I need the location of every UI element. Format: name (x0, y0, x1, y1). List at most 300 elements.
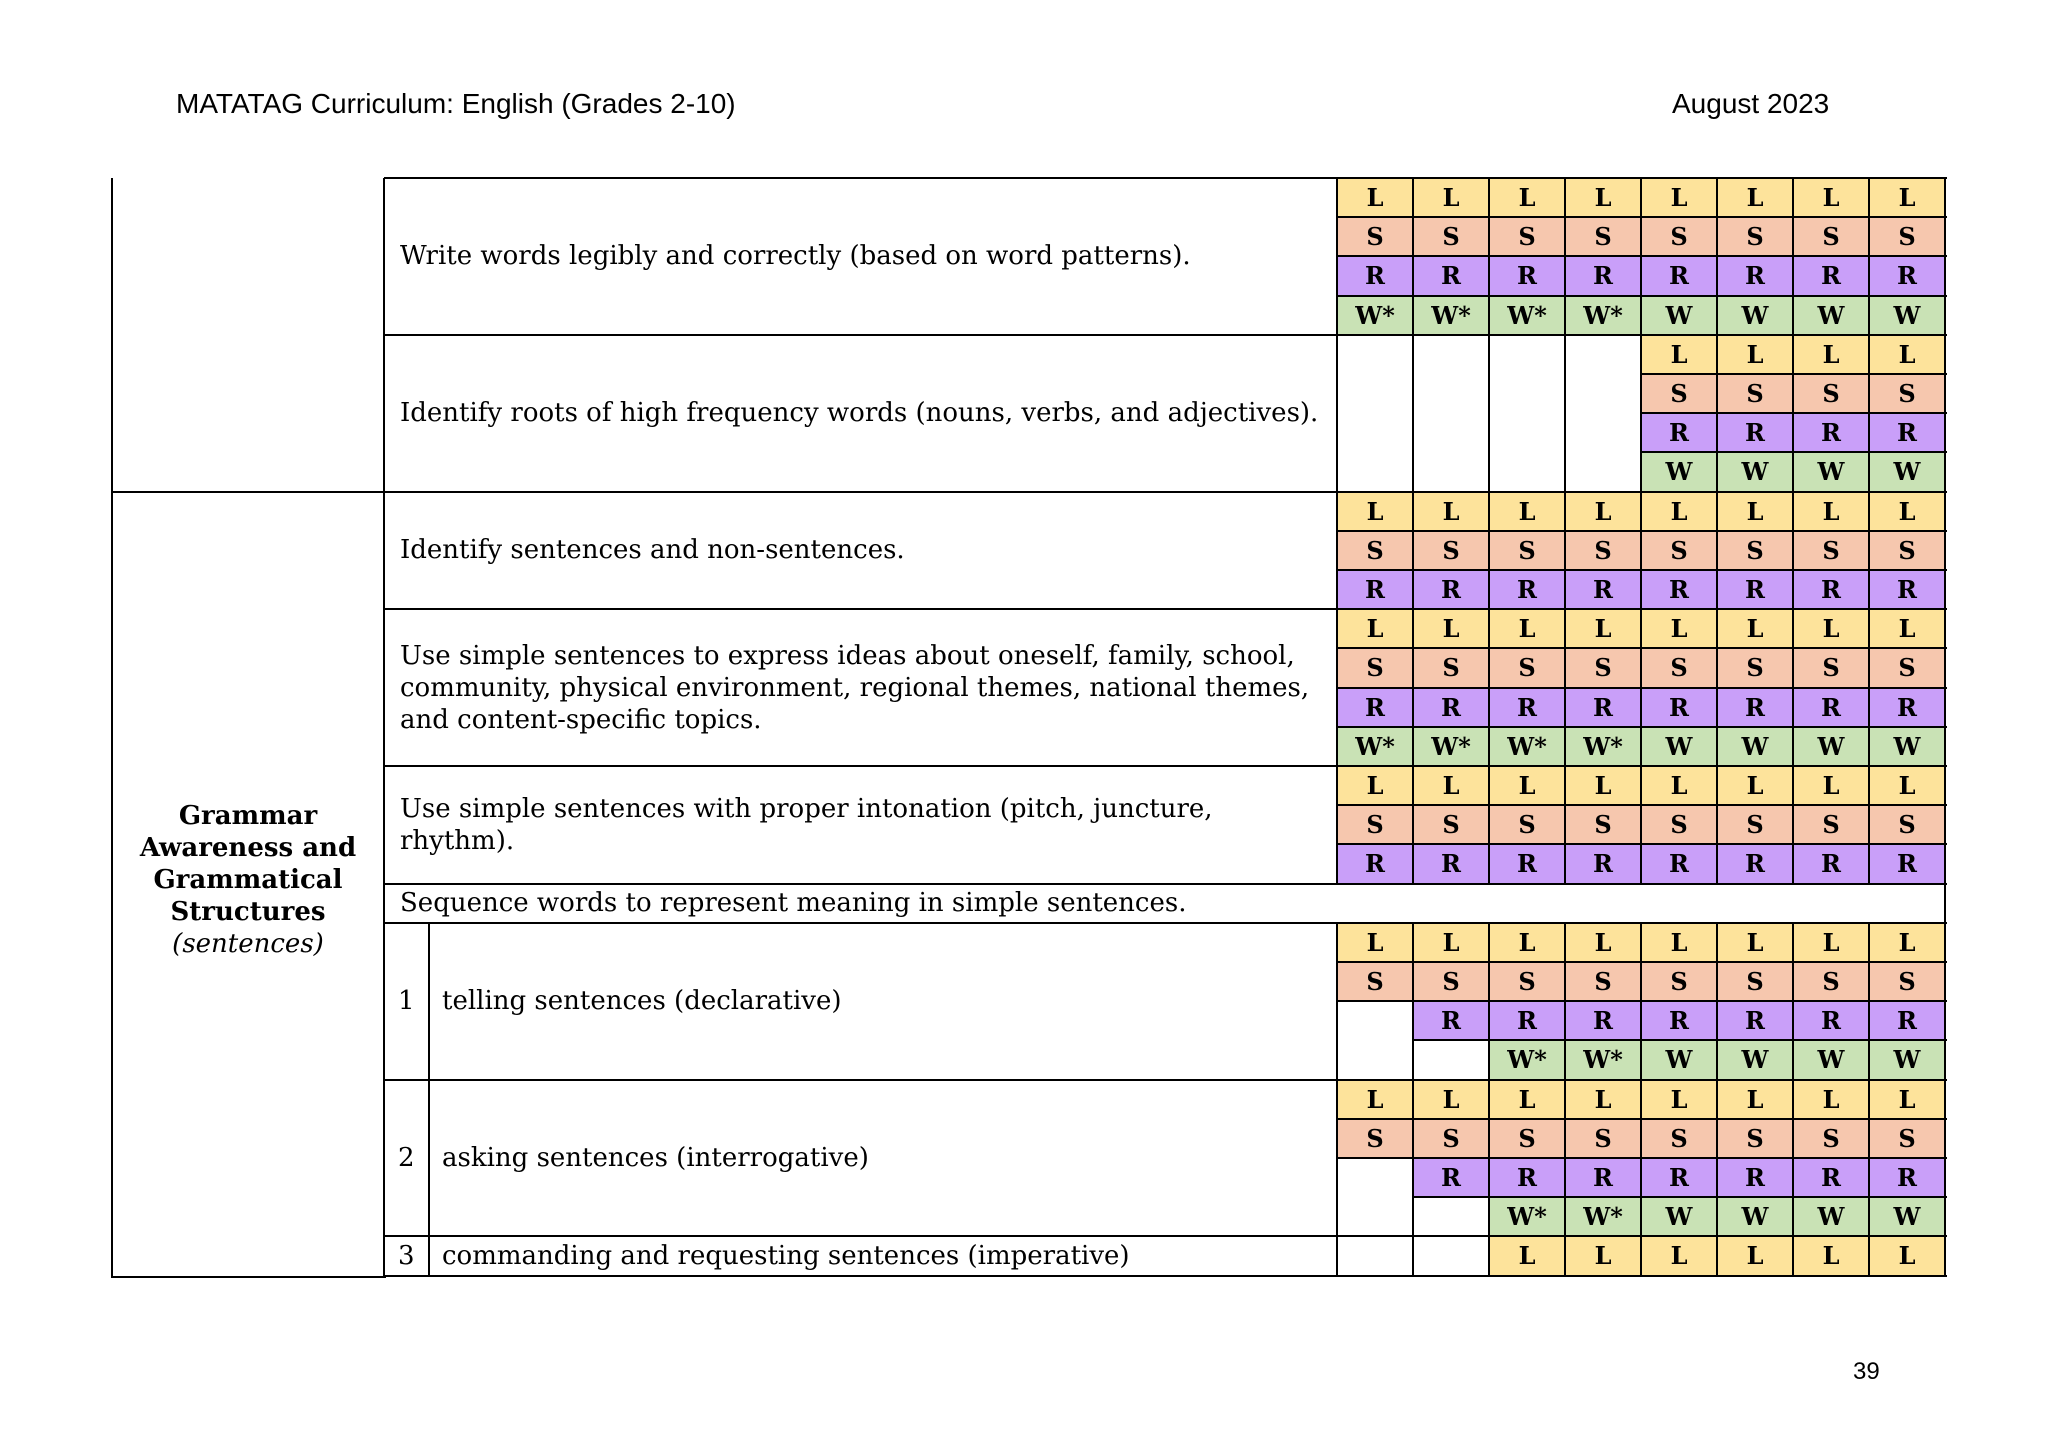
cell-border (1793, 608, 1871, 610)
grade-cell-l: L (1565, 609, 1641, 648)
grade-cell-s: S (1641, 531, 1717, 570)
grade-cell-s: S (1337, 962, 1413, 1001)
grade-cell-l: L (1717, 609, 1793, 648)
grade-cell-r: R (1413, 688, 1489, 727)
grade-cell-s: S (1489, 805, 1565, 844)
cell-border (1717, 295, 1795, 297)
grade-column-line (1792, 335, 1794, 492)
grade-cell-s: S (1413, 217, 1489, 256)
grade-cell-r: R (1565, 570, 1641, 609)
cell-border (1413, 1235, 1491, 1237)
text-line: rhythm). (400, 825, 515, 856)
cell-border (1565, 1196, 1643, 1198)
cell-border (1337, 1118, 1415, 1120)
grade-cell-r: R (1489, 844, 1565, 883)
cell-border (1641, 647, 1719, 649)
cell-border (1793, 216, 1871, 218)
cell-border (1337, 687, 1415, 689)
grade-cell-s: S (1489, 531, 1565, 570)
cell-border (1793, 1118, 1871, 1120)
cell-border (1489, 216, 1567, 218)
cell-border (1413, 177, 1491, 179)
cell-border (1717, 1157, 1795, 1159)
grade-cell-r: R (1793, 1001, 1869, 1040)
cell-border (1641, 1157, 1719, 1159)
grade-cell-l: L (1641, 1236, 1717, 1275)
grade-column-line (1488, 1236, 1490, 1275)
domain-subtitle: (sentences) (172, 929, 324, 959)
grade-cell-s: S (1337, 217, 1413, 256)
cell-border (1641, 569, 1719, 571)
cell-border (1869, 843, 1947, 845)
cell-border (1413, 647, 1491, 649)
cell-border (1793, 1079, 1871, 1081)
domain-label (114, 800, 382, 960)
grade-cell-l: L (1641, 335, 1717, 374)
cell-border (1717, 530, 1795, 532)
grade-cell-r: R (1717, 413, 1793, 452)
grade-cell-s: S (1565, 531, 1641, 570)
grade-cell-l: L (1413, 492, 1489, 531)
grade-cell-l: L (1717, 335, 1793, 374)
grade-column-line (1868, 766, 1870, 884)
cell-border (1641, 1235, 1719, 1237)
grade-cell-r: R (1869, 844, 1945, 883)
competency-text (400, 640, 1340, 736)
grade-column-line (1412, 766, 1414, 884)
grade-cell-w: W* (1337, 296, 1413, 335)
grade-cell-r: R (1489, 1158, 1565, 1197)
domain-label-line: Grammar (178, 801, 318, 831)
grade-cell-r: R (1413, 570, 1489, 609)
cell-border (1413, 804, 1491, 806)
cell-border (1489, 177, 1567, 179)
cell-border (1337, 255, 1415, 257)
grade-cell-l: L (1489, 609, 1565, 648)
grade-cell-s: S (1413, 648, 1489, 687)
cell-border (1489, 765, 1567, 767)
grade-column-line (1716, 178, 1718, 335)
cell-border (1641, 1039, 1719, 1041)
sequence-heading: Sequence words to represent meaning in simple sentences. (400, 888, 1187, 919)
grade-cell-l: L (1793, 1236, 1869, 1275)
grade-column-line (1868, 1236, 1870, 1275)
cell-border (1793, 1039, 1871, 1041)
text-line: community, physical environment, regional themes, national themes, (400, 672, 1310, 703)
cell-border (1869, 1196, 1947, 1198)
grade-cell-r: R (1641, 570, 1717, 609)
grade-column-line (1792, 1080, 1794, 1237)
grade-cell-s: S (1565, 217, 1641, 256)
grade-cell-l: L (1869, 923, 1945, 962)
grade-cell-w: W (1793, 452, 1869, 491)
grade-cell-r: R (1641, 256, 1717, 295)
grade-cell-l: L (1793, 766, 1869, 805)
cell-border (1717, 216, 1795, 218)
grade-cell-s: S (1337, 805, 1413, 844)
grade-cell-w: W* (1489, 727, 1565, 766)
grade-column-line (1868, 609, 1870, 766)
grade-cell-l: L (1641, 492, 1717, 531)
grade-cell-s: S (1565, 648, 1641, 687)
cell-border (1337, 569, 1415, 571)
grade-column-line (1716, 1236, 1718, 1275)
grade-cell-w: W* (1489, 1197, 1565, 1236)
cell-border (1565, 1235, 1643, 1237)
grade-cell-w: W (1717, 296, 1793, 335)
grade-cell-l: L (1717, 766, 1793, 805)
cell-border (1641, 216, 1719, 218)
cell-border (1793, 295, 1871, 297)
cell-border (1413, 1000, 1491, 1002)
grade-cell-r: R (1869, 570, 1945, 609)
cell-border (1641, 530, 1719, 532)
grade-cell-l: L (1869, 335, 1945, 374)
grade-cell-s: S (1337, 648, 1413, 687)
cell-border (1489, 295, 1567, 297)
cell-border (1793, 765, 1871, 767)
description-column-border (1336, 178, 1338, 884)
grade-column-line (1412, 923, 1414, 1080)
cell-border (1869, 687, 1947, 689)
cell-border (1869, 804, 1947, 806)
cell-border (1565, 1079, 1643, 1081)
domain-label-line: Structures (170, 897, 326, 927)
grade-cell-w: W* (1565, 727, 1641, 766)
grade-cell-r: R (1337, 570, 1413, 609)
cell-border (1337, 922, 1415, 924)
cell-border (1489, 1157, 1567, 1159)
grade-cell-s: S (1717, 374, 1793, 413)
cell-border (1793, 726, 1871, 728)
grade-column-line (1412, 1236, 1414, 1275)
cell-border (1413, 843, 1491, 845)
grade-cell-w: W (1641, 1197, 1717, 1236)
grade-cell-r: R (1489, 256, 1565, 295)
cell-border (1641, 1196, 1719, 1198)
grade-cell-w: W (1793, 296, 1869, 335)
domain-label-line: Awareness and (139, 833, 357, 863)
cell-border (1489, 961, 1567, 963)
grade-cell-w: W (1641, 1040, 1717, 1079)
grade-cell-l: L (1489, 1236, 1565, 1275)
cell-border (1793, 1157, 1871, 1159)
cell-border (1337, 843, 1415, 845)
cell-border (1565, 255, 1643, 257)
grade-column-line (1640, 766, 1642, 884)
cell-border (1869, 1000, 1947, 1002)
grade-column-line (1792, 492, 1794, 610)
cell-border (1717, 1000, 1795, 1002)
grade-cell-r: R (1565, 688, 1641, 727)
cell-border (1337, 216, 1415, 218)
cell-border (1717, 412, 1795, 414)
cell-border (1793, 412, 1871, 414)
grade-column-line (1868, 1080, 1870, 1237)
cell-border (1565, 216, 1643, 218)
cell-border (1337, 804, 1415, 806)
grade-cell-w: W (1641, 296, 1717, 335)
grade-cell-w: W* (1489, 296, 1565, 335)
grade-cell-r: R (1565, 1001, 1641, 1040)
grade-column-line (1640, 492, 1642, 610)
competency-text (400, 793, 1340, 857)
cell-border (1641, 843, 1719, 845)
cell-border (1413, 1157, 1491, 1159)
grade-cell-w: W (1869, 296, 1945, 335)
grade-cell-w: W (1793, 1197, 1869, 1236)
grade-cell-l: L (1489, 178, 1565, 217)
cell-border (1793, 451, 1871, 453)
grade-cell-l: L (1413, 766, 1489, 805)
cell-border (1489, 1196, 1567, 1198)
cell-border (1337, 765, 1415, 767)
grade-cell-s: S (1565, 805, 1641, 844)
grade-column-line (1412, 492, 1414, 610)
grade-cell-s: S (1793, 1119, 1869, 1158)
cell-border (1793, 687, 1871, 689)
grade-cell-s: S (1641, 648, 1717, 687)
cell-border (1869, 922, 1947, 924)
cell-border (1489, 726, 1567, 728)
grade-cell-r: R (1413, 844, 1489, 883)
page-number: 39 (1853, 1358, 1880, 1385)
cell-border (1717, 177, 1795, 179)
grade-cell-r: R (1641, 1001, 1717, 1040)
grade-cell-l: L (1717, 1236, 1793, 1275)
cell-border (1565, 1157, 1643, 1159)
cell-border (1641, 373, 1719, 375)
cell-border (1489, 491, 1567, 493)
grade-column-line (1564, 766, 1566, 884)
cell-border (1641, 961, 1719, 963)
grade-cell-r: R (1717, 688, 1793, 727)
cell-border (1489, 1000, 1567, 1002)
cell-border (1337, 608, 1415, 610)
grade-cell-w: W (1717, 727, 1793, 766)
grade-cell-l: L (1869, 492, 1945, 531)
cell-border (1641, 1000, 1719, 1002)
cell-border (1489, 608, 1567, 610)
grade-cell-r: R (1413, 256, 1489, 295)
grade-cell-s: S (1489, 962, 1565, 1001)
competency-text (400, 240, 1340, 272)
cell-border (1489, 1039, 1567, 1041)
cell-border (1413, 726, 1491, 728)
grade-cell-s: S (1793, 805, 1869, 844)
cell-border (1565, 687, 1643, 689)
grade-cell-s: S (1337, 1119, 1413, 1158)
cell-border (1565, 177, 1643, 179)
grade-column-line (1868, 923, 1870, 1080)
cell-border (1869, 647, 1947, 649)
grade-cell-r: R (1717, 1158, 1793, 1197)
cell-border (1641, 804, 1719, 806)
grade-cell-l: L (1337, 923, 1413, 962)
cell-border (1413, 1079, 1491, 1081)
cell-border (1717, 1118, 1795, 1120)
grade-cell-r: R (1565, 256, 1641, 295)
grade-cell-l: L (1413, 923, 1489, 962)
grade-cell-l: L (1869, 178, 1945, 217)
cell-border (1717, 569, 1795, 571)
grade-cell-s: S (1413, 531, 1489, 570)
grade-column-line (1564, 1080, 1566, 1237)
grade-cell-w: W (1793, 1040, 1869, 1079)
grade-column-line (1412, 335, 1414, 492)
cell-border (1337, 1235, 1415, 1237)
grade-cell-s: S (1413, 962, 1489, 1001)
cell-border (1793, 334, 1871, 336)
grade-cell-r: R (1793, 1158, 1869, 1197)
cell-border (1565, 295, 1643, 297)
cell-border (1793, 961, 1871, 963)
cell-border (1489, 647, 1567, 649)
grade-cell-r: R (1565, 844, 1641, 883)
grade-cell-r: R (1869, 413, 1945, 452)
grade-cell-r: R (1793, 413, 1869, 452)
grade-cell-w: W (1717, 1040, 1793, 1079)
cell-border (1337, 1000, 1415, 1002)
cell-border (1717, 804, 1795, 806)
grade-cell-r: R (1869, 1001, 1945, 1040)
cell-border (1641, 412, 1719, 414)
grade-cell-r: R (1641, 1158, 1717, 1197)
grade-cell-s: S (1869, 374, 1945, 413)
grade-cell-r: R (1869, 1158, 1945, 1197)
grade-cell-l: L (1337, 766, 1413, 805)
grade-cell-l: L (1641, 609, 1717, 648)
cell-border (1489, 922, 1567, 924)
cell-border (1793, 804, 1871, 806)
grade-cell-s: S (1489, 217, 1565, 256)
cell-border (1565, 334, 1643, 336)
grade-cell-s: S (1413, 1119, 1489, 1158)
grade-cell-s: S (1717, 648, 1793, 687)
cell-border (1413, 569, 1491, 571)
grade-cell-l: L (1793, 923, 1869, 962)
row-top-border (384, 883, 1947, 885)
grade-cell-w: W* (1413, 296, 1489, 335)
grade-cell-w: W (1869, 1197, 1945, 1236)
cell-border (1793, 255, 1871, 257)
grade-cell-s: S (1869, 962, 1945, 1001)
grade-column-line (1488, 492, 1490, 610)
grade-cell-r: R (1337, 688, 1413, 727)
competency-text (400, 534, 1340, 566)
grade-cell-l: L (1717, 178, 1793, 217)
cell-border (1565, 922, 1643, 924)
cell-border (1869, 1039, 1947, 1041)
cell-border (1717, 647, 1795, 649)
cell-border (1489, 1118, 1567, 1120)
grade-cell-r: R (1793, 256, 1869, 295)
cell-border (1717, 961, 1795, 963)
grade-cell-l: L (1413, 178, 1489, 217)
grade-cell-r: R (1641, 413, 1717, 452)
grade-column-line (1488, 335, 1490, 492)
grade-cell-s: S (1641, 805, 1717, 844)
cell-border (1489, 334, 1567, 336)
competency-text (400, 397, 1340, 429)
grade-column-line (1716, 1080, 1718, 1237)
grade-column-line (1792, 923, 1794, 1080)
cell-border (1869, 295, 1947, 297)
grade-column-line (1640, 1236, 1642, 1275)
cell-border (1489, 843, 1567, 845)
grade-cell-l: L (1337, 492, 1413, 531)
grade-cell-s: S (1413, 805, 1489, 844)
cell-border (1717, 334, 1795, 336)
cell-border (1717, 843, 1795, 845)
grade-cell-r: R (1717, 1001, 1793, 1040)
cell-border (1413, 295, 1491, 297)
cell-border (1869, 1079, 1947, 1081)
cell-border (1565, 569, 1643, 571)
grade-cell-s: S (1717, 962, 1793, 1001)
domain-divider (112, 491, 386, 493)
cell-border (1641, 1118, 1719, 1120)
grade-cell-w: W (1869, 727, 1945, 766)
grade-cell-l: L (1641, 1080, 1717, 1119)
text-line: and content-specific topics. (400, 704, 762, 735)
cell-border (1641, 1079, 1719, 1081)
cell-border (1641, 334, 1719, 336)
grade-column-line (1640, 178, 1642, 335)
grade-cell-s: S (1641, 962, 1717, 1001)
cell-border (1869, 961, 1947, 963)
cell-border (1413, 1118, 1491, 1120)
grade-cell-r: R (1413, 1001, 1489, 1040)
cell-border (1489, 255, 1567, 257)
item-number: 1 (398, 986, 415, 1017)
grade-cell-r: R (1565, 1158, 1641, 1197)
cell-border (1337, 530, 1415, 532)
cell-border (1869, 726, 1947, 728)
cell-border (1717, 255, 1795, 257)
cell-border (1869, 1157, 1947, 1159)
grade-cell-s: S (1869, 531, 1945, 570)
cell-border (1337, 334, 1415, 336)
text-line: Identify sentences and non-sentences. (400, 535, 905, 566)
cell-border (1717, 687, 1795, 689)
cell-border (1869, 1118, 1947, 1120)
grade-column-line (1868, 178, 1870, 335)
domain-label-line: Grammatical (153, 865, 343, 895)
grade-cell-w: W* (1565, 1197, 1641, 1236)
cell-border (1565, 843, 1643, 845)
cell-border (1869, 334, 1947, 336)
grade-cell-l: L (1413, 609, 1489, 648)
cell-border (1717, 1079, 1795, 1081)
cell-border (1565, 1039, 1643, 1041)
grade-column-line (1564, 335, 1566, 492)
grade-cell-w: W* (1337, 727, 1413, 766)
cell-border (1565, 1118, 1643, 1120)
grade-cell-r: R (1869, 256, 1945, 295)
cell-border (1413, 1196, 1491, 1198)
cell-border (1641, 255, 1719, 257)
cell-border (1337, 961, 1415, 963)
grade-cell-w: W* (1565, 296, 1641, 335)
cell-border (1793, 569, 1871, 571)
grade-cell-s: S (1717, 1119, 1793, 1158)
grade-column-line (1792, 766, 1794, 884)
cell-border (1413, 1039, 1491, 1041)
cell-border (1565, 491, 1643, 493)
grade-cell-l: L (1565, 492, 1641, 531)
cell-border (1565, 726, 1643, 728)
